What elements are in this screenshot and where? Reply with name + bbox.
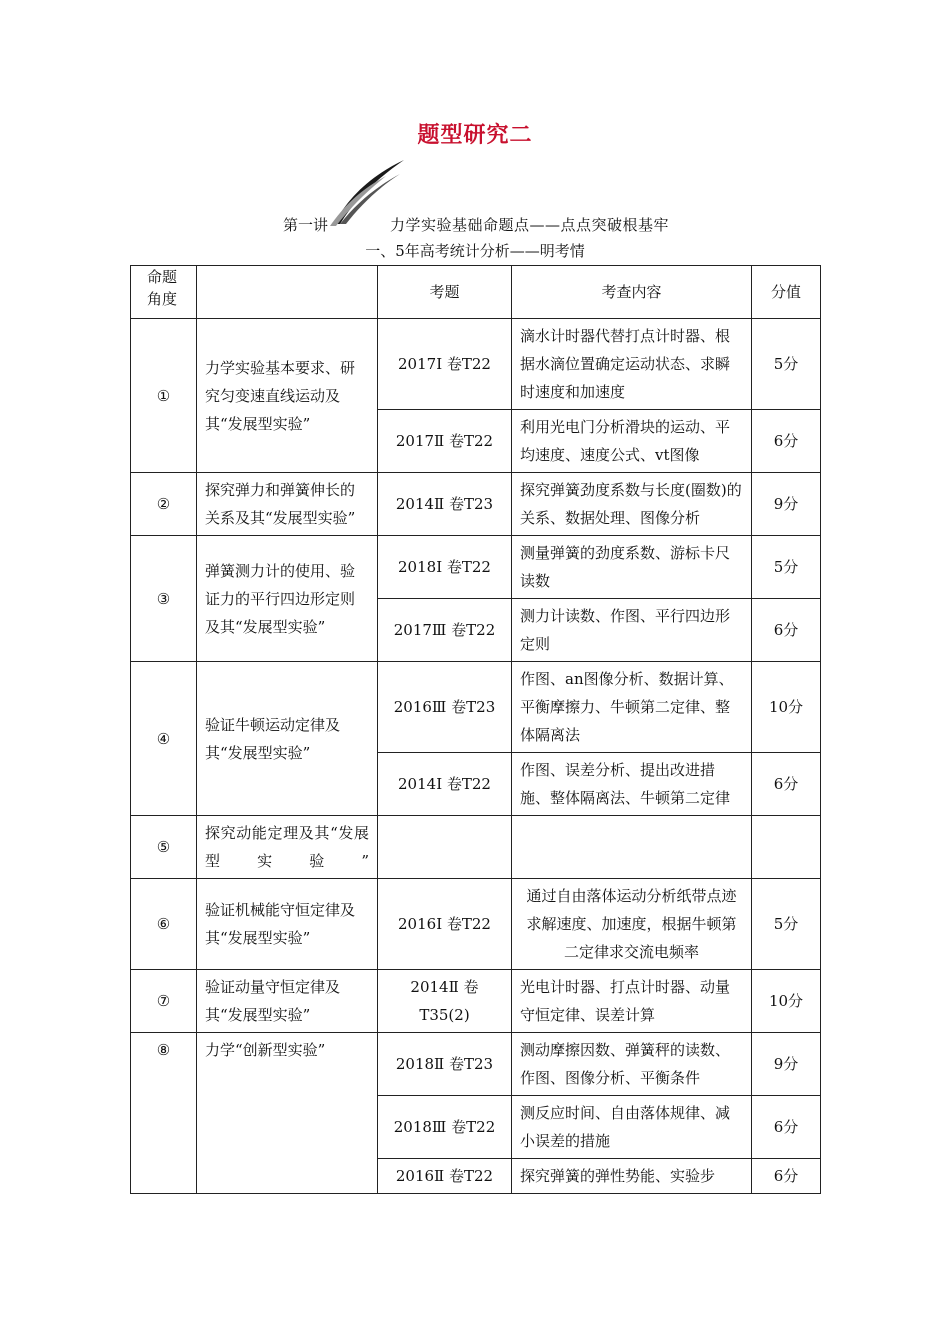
score-cell: 10分 [752, 970, 821, 1033]
exam-cell: 2016Ⅱ 卷T22 [378, 1159, 512, 1194]
exam-cell: 2014Ⅱ 卷T23 [378, 473, 512, 536]
content-cell: 探究弹簧劲度系数与长度(圈数)的关系、数据处理、图像分析 [512, 473, 752, 536]
exam-cell: 2016Ⅰ 卷T22 [378, 879, 512, 970]
score-cell: 5分 [752, 536, 821, 599]
exam-cell: 2018Ⅲ 卷T22 [378, 1096, 512, 1159]
exam-cell: 2018Ⅱ 卷T23 [378, 1033, 512, 1096]
angle-index: ③ [131, 536, 197, 662]
score-cell: 5分 [752, 879, 821, 970]
exam-cell: 2014Ⅱ 卷T35(2) [378, 970, 512, 1033]
score-cell: 5分 [752, 319, 821, 410]
angle-index: ① [131, 319, 197, 473]
content-cell: 作图、an图像分析、数据计算、平衡摩擦力、牛顿第二定律、整体隔离法 [512, 662, 752, 753]
angle-index: ④ [131, 662, 197, 816]
angle-topic: 弹簧测力计的使用、验证力的平行四边形定则及其“发展型实验” [197, 536, 378, 662]
table-row [131, 970, 821, 1033]
angle-topic: 验证动量守恒定律及其“发展型实验” [197, 970, 378, 1033]
angle-topic: 力学实验基本要求、研究匀变速直线运动及其“发展型实验” [197, 319, 378, 473]
table-row [131, 816, 821, 879]
lecture-title: 力学实验基础命题点——点点突破根基牢 [390, 216, 670, 234]
score-cell: 9分 [752, 473, 821, 536]
content-cell: 利用光电门分析滑块的运动、平均速度、速度公式、vt图像 [512, 410, 752, 473]
score-cell: 6分 [752, 410, 821, 473]
exam-cell: 2016Ⅲ 卷T23 [378, 662, 512, 753]
exam-cell: 2018Ⅰ 卷T22 [378, 536, 512, 599]
table-row [131, 473, 821, 536]
angle-topic: 力学“创新型实验” [197, 1033, 378, 1194]
table-header-row [131, 266, 821, 319]
content-cell: 测动摩擦因数、弹簧秤的读数、作图、图像分析、平衡条件 [512, 1033, 752, 1096]
content-cell: 探究弹簧的弹性势能、实验步 [512, 1159, 752, 1194]
lecture-heading [0, 214, 950, 236]
table-row [131, 879, 821, 970]
header-content: 考查内容 [512, 266, 752, 319]
angle-topic: 探究弹力和弹簧伸长的关系及其“发展型实验” [197, 473, 378, 536]
content-cell: 滴水计时器代替打点计时器、根据水滴位置确定运动状态、求瞬时速度和加速度 [512, 319, 752, 410]
exam-statistics-table [130, 265, 821, 1194]
content-cell [512, 816, 752, 879]
table-row [131, 662, 821, 753]
header-topic [197, 266, 378, 319]
exam-cell: 2017Ⅲ 卷T22 [378, 599, 512, 662]
content-cell: 作图、误差分析、提出改进措施、整体隔离法、牛顿第二定律 [512, 753, 752, 816]
exam-cell: 2014Ⅰ 卷T22 [378, 753, 512, 816]
score-cell [752, 816, 821, 879]
table-row [131, 536, 821, 599]
angle-topic: 验证机械能守恒定律及其“发展型实验” [197, 879, 378, 970]
exam-cell: 2017Ⅰ 卷T22 [378, 319, 512, 410]
content-cell: 通过自由落体运动分析纸带点迹求解速度、加速度，根据牛顿第二定律求交流电频率 [512, 879, 752, 970]
score-cell: 9分 [752, 1033, 821, 1096]
angle-index: ⑦ [131, 970, 197, 1033]
content-cell: 测量弹簧的劲度系数、游标卡尺读数 [512, 536, 752, 599]
angle-index: ⑤ [131, 816, 197, 879]
section-heading: 一、5年高考统计分析——明考情 [365, 242, 585, 260]
header-angle: 命题角度 [131, 266, 197, 319]
content-cell: 测力计读数、作图、平行四边形定则 [512, 599, 752, 662]
score-cell: 6分 [752, 753, 821, 816]
score-cell: 6分 [752, 1159, 821, 1194]
page-title: 题型研究二 [417, 122, 533, 148]
angle-topic: 验证牛顿运动定律及其“发展型实验” [197, 662, 378, 816]
table-row [131, 319, 821, 410]
exam-cell [378, 816, 512, 879]
content-cell: 光电计时器、打点计时器、动量守恒定律、误差计算 [512, 970, 752, 1033]
angle-index: ⑥ [131, 879, 197, 970]
table-row [131, 1033, 821, 1096]
header-score: 分值 [752, 266, 821, 319]
score-cell: 10分 [752, 662, 821, 753]
score-cell: 6分 [752, 599, 821, 662]
score-cell: 6分 [752, 1096, 821, 1159]
angle-index: ② [131, 473, 197, 536]
angle-topic: 探究动能定理及其“发展型实验” [197, 816, 378, 879]
header-exam: 考题 [378, 266, 512, 319]
content-cell: 测反应时间、自由落体规律、减小误差的措施 [512, 1096, 752, 1159]
angle-index: ⑧ [131, 1033, 197, 1194]
exam-cell: 2017Ⅱ 卷T22 [378, 410, 512, 473]
lecture-number: 第一讲 [283, 216, 329, 234]
